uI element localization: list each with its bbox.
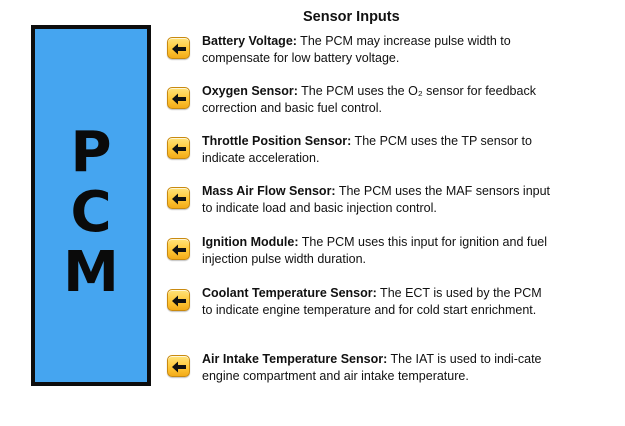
sensor-input-text xyxy=(202,83,552,116)
left-arrow-icon xyxy=(167,289,190,311)
left-arrow-icon xyxy=(167,238,190,260)
sensor-description: The IAT is used to indi-cate engine compartment and air intake temperature. xyxy=(202,352,542,383)
left-arrow-icon xyxy=(167,87,190,109)
sensor-input-text xyxy=(202,183,552,216)
sensor-input-text xyxy=(202,234,552,267)
left-arrow-icon xyxy=(167,187,190,209)
left-arrow-icon xyxy=(167,137,190,159)
pcm-letter-m: M xyxy=(63,240,119,305)
diagram-title: Sensor Inputs xyxy=(303,9,400,25)
pcm-letter-c: C xyxy=(70,180,112,245)
sensor-label: Oxygen Sensor: xyxy=(202,84,298,98)
sensor-label: Ignition Module: xyxy=(202,235,299,249)
sensor-input-text xyxy=(202,133,552,166)
pcm-letter-p: P xyxy=(70,120,112,185)
sensor-description: The ECT is used by the PCM to indicate engine temperature and for cold start enrichment. xyxy=(202,286,542,317)
sensor-description: The PCM uses this input for ignition and fuel injection pulse width duration. xyxy=(202,235,548,266)
left-arrow-icon xyxy=(167,37,190,59)
pcm-block xyxy=(31,25,151,386)
sensor-input-text xyxy=(202,351,552,384)
sensor-description: The PCM may increase pulse width to compensate for low battery voltage. xyxy=(202,34,511,65)
sensor-description: The PCM uses the O₂ sensor for feedback correction and basic fuel control. xyxy=(202,84,536,115)
sensor-description: The PCM uses the TP sensor to indicate acceleration. xyxy=(202,134,532,165)
sensor-input-text xyxy=(202,33,552,66)
sensor-label: Coolant Temperature Sensor: xyxy=(202,286,377,300)
sensor-label: Mass Air Flow Sensor: xyxy=(202,184,336,198)
left-arrow-icon xyxy=(167,355,190,377)
sensor-label: Battery Voltage: xyxy=(202,34,297,48)
sensor-label: Throttle Position Sensor: xyxy=(202,134,352,148)
sensor-input-text xyxy=(202,285,552,318)
sensor-description: The PCM uses the MAF sensors input to indicate load and basic injection control. xyxy=(202,184,551,215)
sensor-label: Air Intake Temperature Sensor: xyxy=(202,352,388,366)
